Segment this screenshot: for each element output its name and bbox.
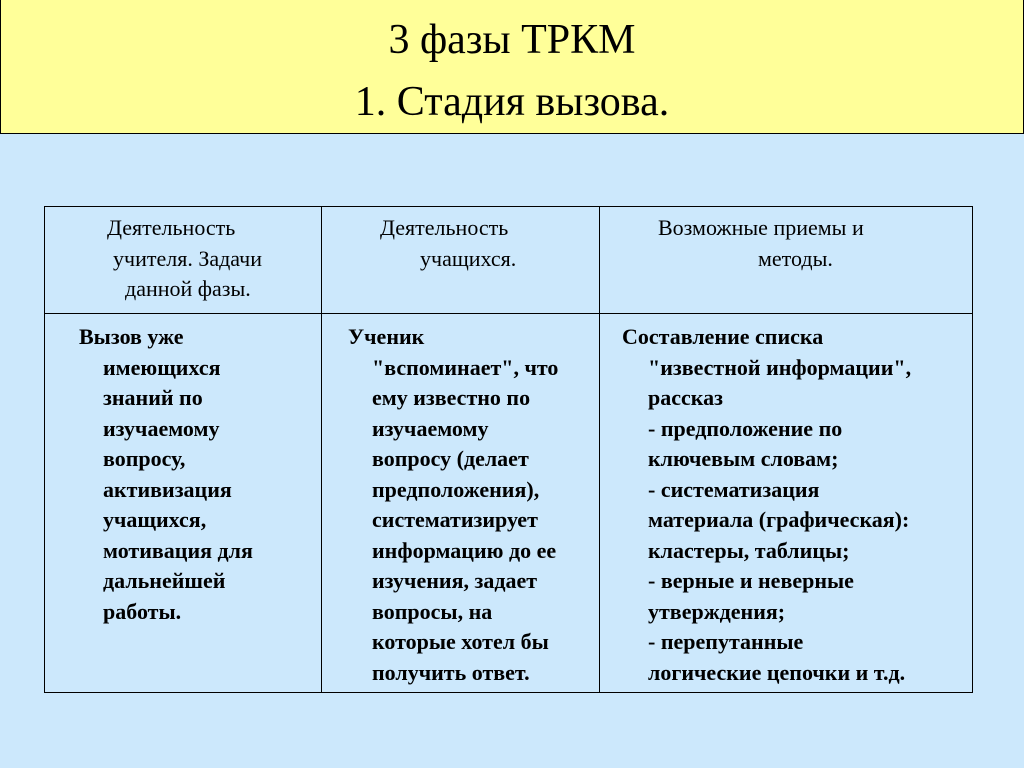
cell-line: систематизирует	[372, 507, 538, 532]
cell-line: активизация	[103, 476, 232, 502]
cell-line: логические цепочки и т.д.	[648, 659, 906, 685]
table-row	[45, 314, 973, 693]
cell-line: материала (графическая):	[648, 507, 910, 532]
header-line: Деятельность	[380, 215, 509, 240]
cell-line: знаний по	[103, 385, 203, 410]
cell-line: ему известно по	[372, 385, 531, 410]
header-teacher-activity	[45, 207, 322, 314]
header-line: Деятельность	[107, 215, 236, 240]
cell-line: имеющихся	[103, 354, 221, 380]
header-line: учащихся.	[420, 245, 517, 271]
cell-line: - систематизация	[648, 476, 820, 502]
table-header-row	[45, 207, 973, 314]
cell-teacher-tasks	[45, 314, 322, 693]
cell-line: - предположение по	[648, 415, 843, 441]
slide-title: 3 фазы ТРКМ	[388, 17, 636, 63]
cell-line: "вспоминает", что	[372, 354, 559, 380]
cell-line: Вызов уже	[79, 324, 184, 349]
cell-line: мотивация для	[103, 537, 253, 563]
cell-methods	[600, 314, 973, 693]
cell-line: предположения),	[372, 476, 540, 502]
cell-line: утверждения;	[648, 598, 786, 624]
title-banner	[0, 0, 1024, 134]
cell-line: Составление списка	[622, 324, 824, 349]
header-line: методы.	[758, 245, 833, 271]
cell-line: учащихся,	[103, 507, 207, 532]
cell-line: - верные и неверные	[648, 568, 854, 593]
slide-subtitle: 1. Стадия вызова.	[354, 79, 670, 125]
cell-line: кластеры, таблицы;	[648, 537, 850, 563]
cell-line: вопросу,	[103, 446, 186, 471]
cell-line: изучаемому	[103, 415, 220, 441]
cell-line: - перепутанные	[648, 629, 804, 654]
phase-table	[44, 206, 973, 693]
cell-line: вопросу (делает	[372, 446, 529, 471]
cell-line: изучения, задает	[372, 568, 538, 593]
cell-line: которые хотел бы	[372, 629, 549, 654]
cell-line: работы.	[103, 598, 182, 624]
cell-line: информацию до ее	[372, 537, 557, 563]
header-methods	[600, 207, 973, 314]
header-student-activity	[322, 207, 600, 314]
cell-line: Ученик	[348, 324, 425, 349]
cell-line: дальнейшей	[103, 568, 226, 593]
header-line: Возможные приемы и	[658, 215, 864, 240]
cell-line: вопросы, на	[372, 598, 493, 624]
cell-line: ключевым словам;	[648, 446, 839, 471]
header-line: учителя. Задачи	[113, 245, 263, 271]
header-line: данной фазы.	[125, 276, 251, 301]
cell-line: изучаемому	[372, 415, 489, 441]
cell-student-activity	[322, 314, 600, 693]
cell-line: рассказ	[648, 385, 723, 410]
cell-line: получить ответ.	[372, 659, 530, 685]
cell-line: "известной информации",	[648, 354, 912, 380]
